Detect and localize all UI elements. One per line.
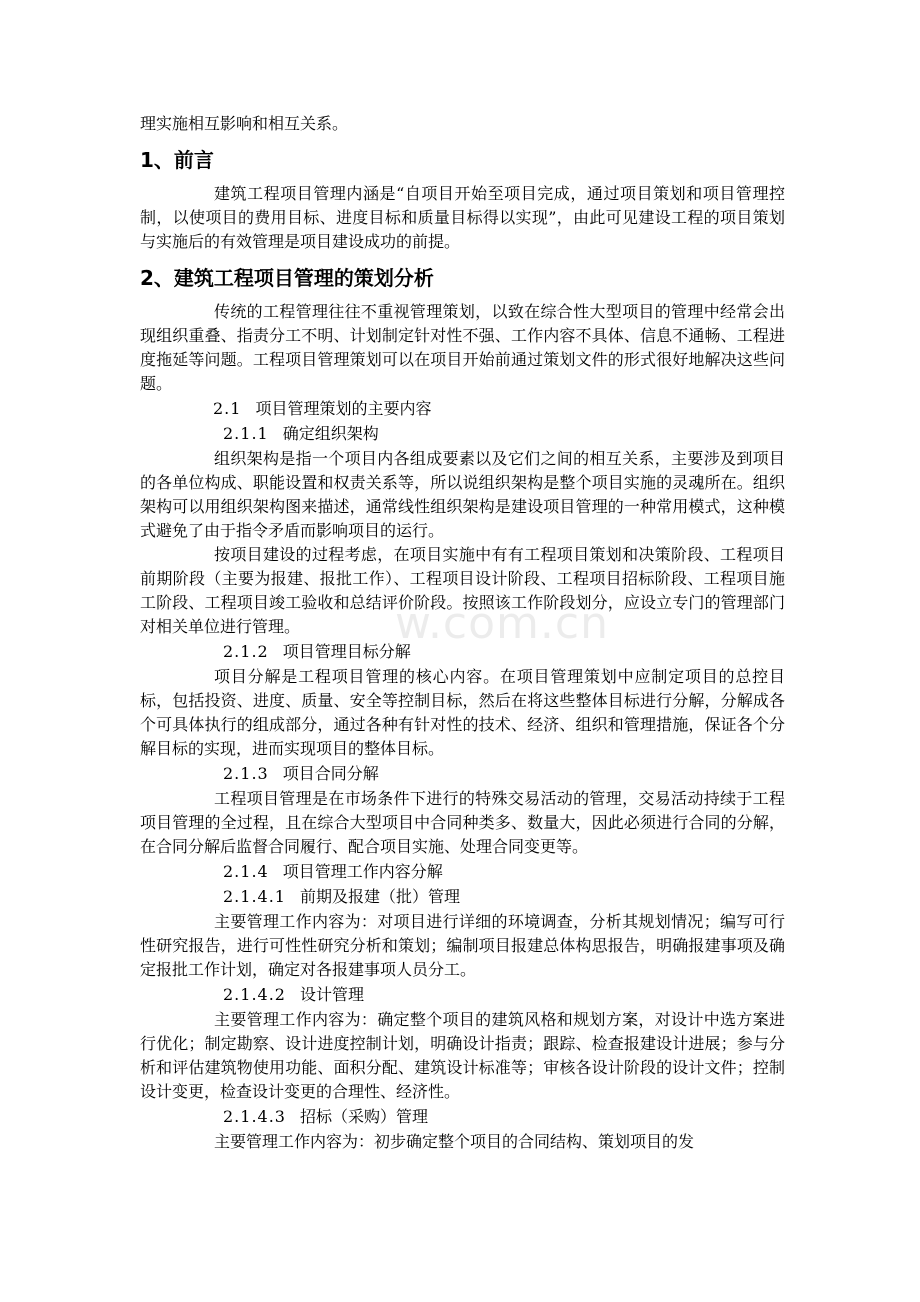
subsection-number: 2.1 xyxy=(213,399,242,418)
paragraph: 项目分解是工程项目管理的核心内容。在项目管理策划中应制定项目的总控目标，包括投资、进度、质量、安全等控制目标，然后在将这些整体目标进行分解，分解成各个可具体执行的组成部分，通过各种有针对性的技术、经济、组织和管理措施，保证各个分解目标的实现，进而实现项目的整体目标。 xyxy=(140,667,785,758)
paragraph: 主要管理工作内容为：确定整个项目的建筑风格和规划方案，对设计中选方案进行优化；制定勘察、设计进度控制计划，明确设计指责；跟踪、检查报建设计进展；参与分析和评估建筑物使用功能、面积分配、建筑设计标准等；审核各设计阶段的设计文件；控制设计变更，检查设计变更的合理性、经济性。 xyxy=(140,1010,785,1101)
subsection-heading xyxy=(140,885,785,909)
subsection-heading xyxy=(140,1105,785,1129)
subsection-title: 项目合同分解 xyxy=(282,764,379,783)
section-heading: 2、建筑工程项目管理的策划分析 xyxy=(140,266,434,290)
subsection-number: 2.1.3 xyxy=(223,764,269,783)
subsection-number: 2.1.4 xyxy=(223,862,269,881)
paragraph: 建筑工程项目管理内涵是“自项目开始至项目完成，通过项目策划和项目管理控制，以使项目的费用目标、进度目标和质量目标得以实现”，由此可见建设工程的项目策划与实施后的有效管理是项目建设成功的前提。 xyxy=(140,184,785,251)
paragraph: 主要管理工作内容为：对项目进行详细的环境调查，分析其规划情况；编写可行性研究报告，进行可性性研究分析和策划；编制项目报建总体构思报告，明确报建事项及确定报批工作计划，确定对各报建事项人员分工。 xyxy=(140,912,785,979)
paragraph: 工程项目管理是在市场条件下进行的特殊交易活动的管理，交易活动持续于工程项目管理的全过程，且在综合大型项目中合同种类多、数量大，因此必须进行合同的分解，在合同分解后监督合同履行、配合项目实施、处理合同变更等。 xyxy=(140,789,785,856)
subsection-title: 确定组织架构 xyxy=(282,424,379,443)
subsection-heading xyxy=(140,983,785,1007)
subsection-number: 2.1.4.3 xyxy=(223,1107,286,1126)
document-body xyxy=(140,112,785,1154)
paragraph: 理实施相互影响和相互关系。 xyxy=(140,114,349,133)
paragraph: 主要管理工作内容为：初步确定整个项目的合同结构、策划项目的发 xyxy=(214,1132,695,1151)
subsection-title: 项目管理策划的主要内容 xyxy=(255,399,432,418)
section-heading: 1、前言 xyxy=(140,148,214,172)
subsection-heading xyxy=(140,422,785,446)
subsection-number: 2.1.1 xyxy=(223,424,269,443)
subsection-number: 2.1.4.1 xyxy=(223,887,286,906)
subsection-heading xyxy=(140,860,785,884)
subsection-heading xyxy=(140,762,785,786)
paragraph: 组织架构是指一个项目内各组成要素以及它们之间的相互关系，主要涉及到项目的各单位构成、职能设置和权责关系等，所以说组织架构是整个项目实施的灵魂所在。组织架构可以用组织架构图来描述，通常线性组织架构是建设项目管理的一种常用模式，这种模式避免了由于指令矛盾而影响项目的运行。 xyxy=(140,449,785,540)
paragraph: 按项目建设的过程考虑，在项目实施中有有工程项目策划和决策阶段、工程项目前期阶段（主要为报建、报批工作）、工程项目设计阶段、工程项目招标阶段、工程项目施工阶段、工程项目竣工验收和总结评价阶段。按照该工作阶段划分，应设立专门的管理部门对相关单位进行管理。 xyxy=(140,545,785,636)
subsection-number: 2.1.2 xyxy=(223,642,269,661)
subsection-title: 设计管理 xyxy=(299,985,364,1004)
subsection-heading xyxy=(140,397,785,421)
subsection-title: 项目管理工作内容分解 xyxy=(282,862,443,881)
watermark: w.com.cn xyxy=(395,598,609,649)
subsection-title: 前期及报建（批）管理 xyxy=(299,887,460,906)
paragraph: 传统的工程管理往往不重视管理策划，以致在综合性大型项目的管理中经常会出现组织重叠、指责分工不明、计划制定针对性不强、工作内容不具体、信息不通畅、工程进度拖延等问题。工程项目管理策划可以在项目开始前通过策划文件的形式很好地解决这些问题。 xyxy=(140,302,785,393)
subsection-heading xyxy=(140,640,785,664)
subsection-title: 项目管理目标分解 xyxy=(282,642,411,661)
subsection-number: 2.1.4.2 xyxy=(223,985,286,1004)
subsection-title: 招标（采购）管理 xyxy=(299,1107,428,1126)
